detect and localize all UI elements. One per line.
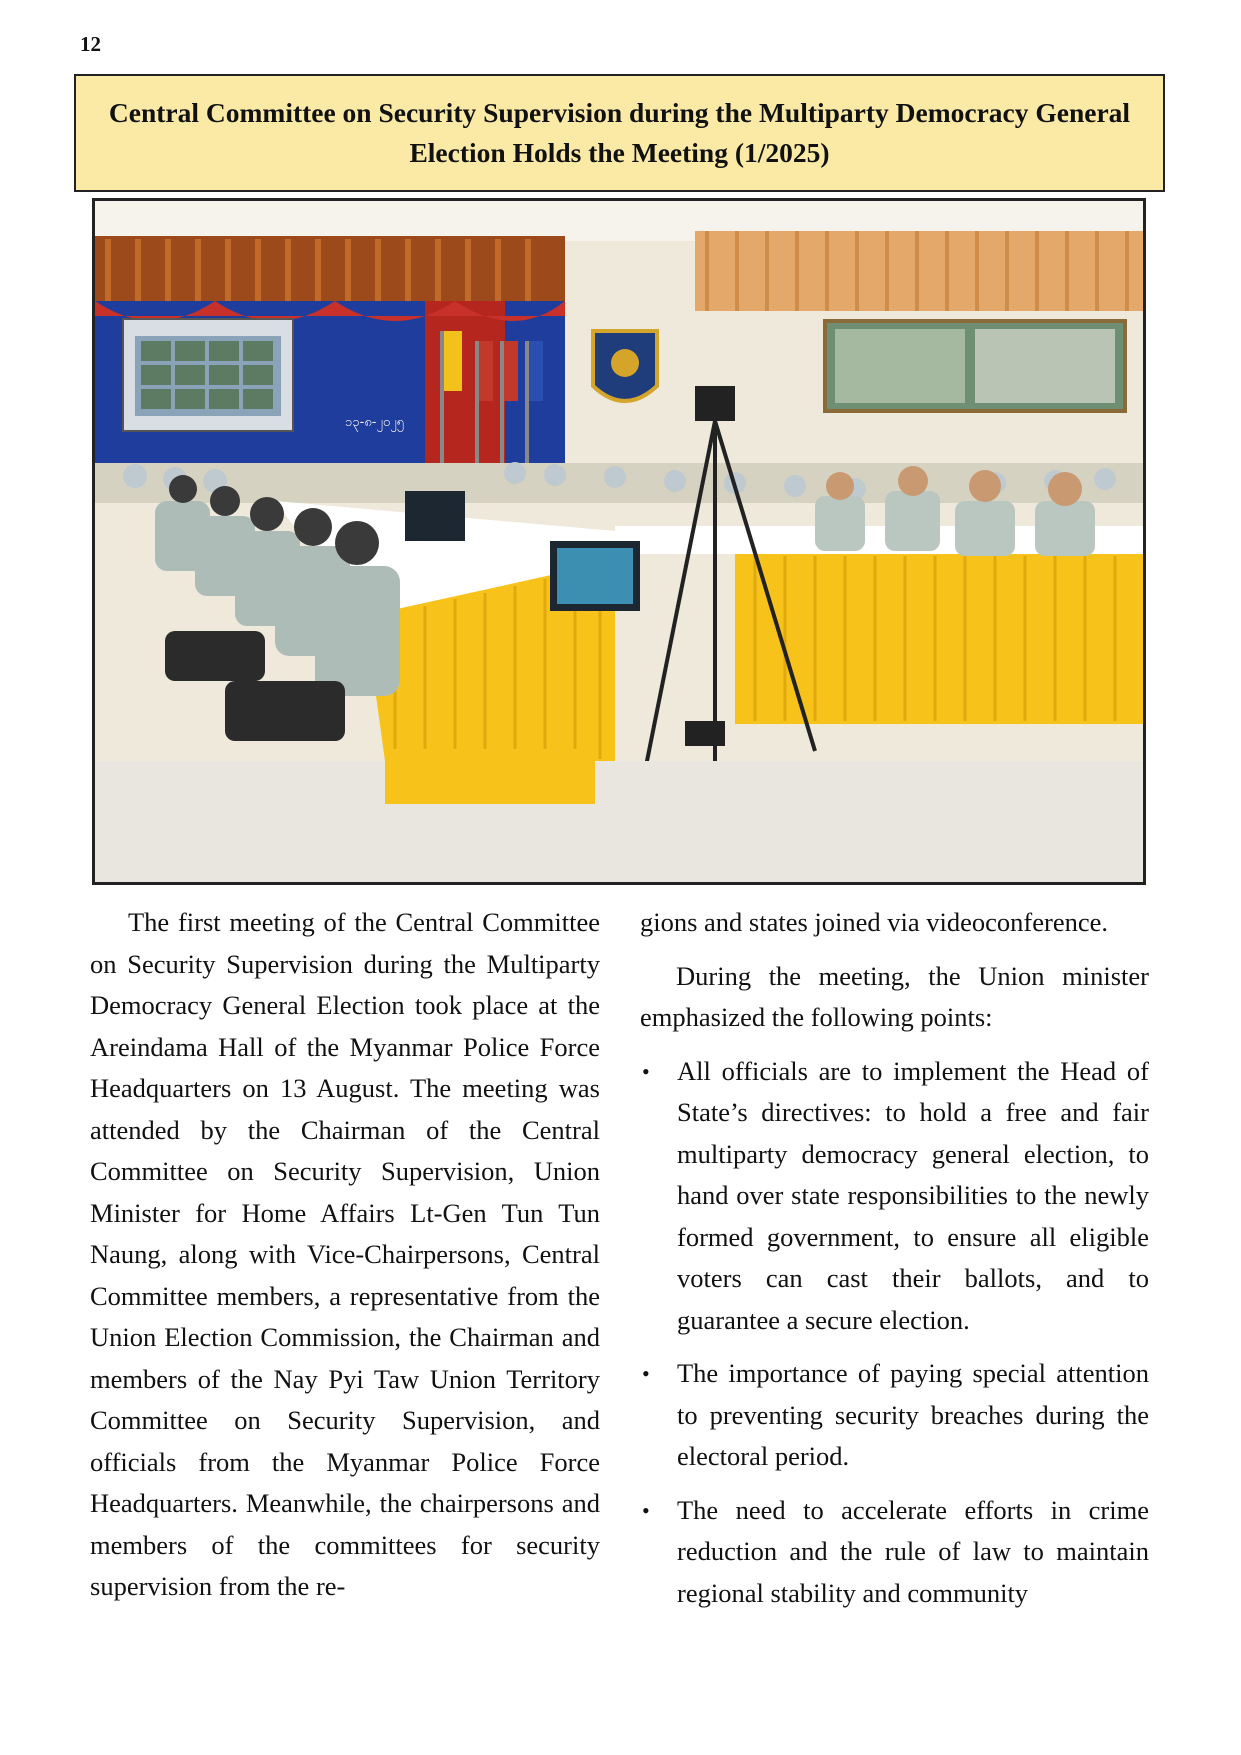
meeting-photo bbox=[92, 198, 1146, 885]
page-number: 12 bbox=[80, 32, 101, 56]
body-paragraph-1: The first meeting of the Central Committee on Security Supervision during the Multiparty Democracy General Election took place at the Areindama Hall of the Myanmar Police Force Headquarters on 13 August. The meeting was attended by the Chairman of the Central Committee on Security Supervision, Union Minister for Home Affairs Lt-Gen Tun Tun Naung, along with Vice-Chairpersons, Central Committee members, a representative from the Union Election Commission, the Chairman and members of the Nay Pyi Taw Union Territory Committee on Security Supervision, and officials from the Myanmar Police Force Headquarters. Meanwhile, the chairpersons and members of the committees for security supervision from the re- bbox=[90, 907, 600, 1601]
points-list bbox=[640, 1051, 1149, 1615]
bullet-icon: • bbox=[642, 1497, 650, 1523]
body-right-column bbox=[640, 902, 1149, 1626]
bullet-icon: • bbox=[642, 1361, 650, 1386]
list-item bbox=[640, 1353, 1149, 1478]
article-title: Central Committee on Security Supervision during the Multiparty Democracy General Election Holds the Meeting (1/2025) bbox=[108, 97, 1131, 168]
list-item-text: The need to accelerate efforts in crime reduction and the rule of law to maintain regional stability and community bbox=[677, 1494, 1149, 1608]
list-item-text: All officials are to implement the Head of State’s directives: to hold a free and fair multiparty democracy general election, to hand over state responsibilities to the newly formed government, to ensure all eligible voters can cast their ballots, and to guarantee a secure election. bbox=[677, 1055, 1149, 1335]
list-item bbox=[640, 1490, 1149, 1615]
body-paragraph-2: During the meeting, the Union minister emphasized the following points: bbox=[640, 960, 1149, 1032]
body-left-column bbox=[90, 902, 600, 1608]
list-item-text: The importance of paying special attention to preventing security breaches during the electoral period. bbox=[677, 1358, 1149, 1471]
screen-date-caption: ၁၃-၈-၂၀၂၅ bbox=[345, 415, 404, 430]
article-title-box bbox=[74, 74, 1165, 192]
meeting-photo-illustration bbox=[95, 201, 1143, 882]
bullet-icon: • bbox=[642, 1058, 650, 1084]
body-paragraph-continuation: gions and states joined via videoconference. bbox=[640, 907, 1109, 937]
list-item bbox=[640, 1051, 1149, 1342]
